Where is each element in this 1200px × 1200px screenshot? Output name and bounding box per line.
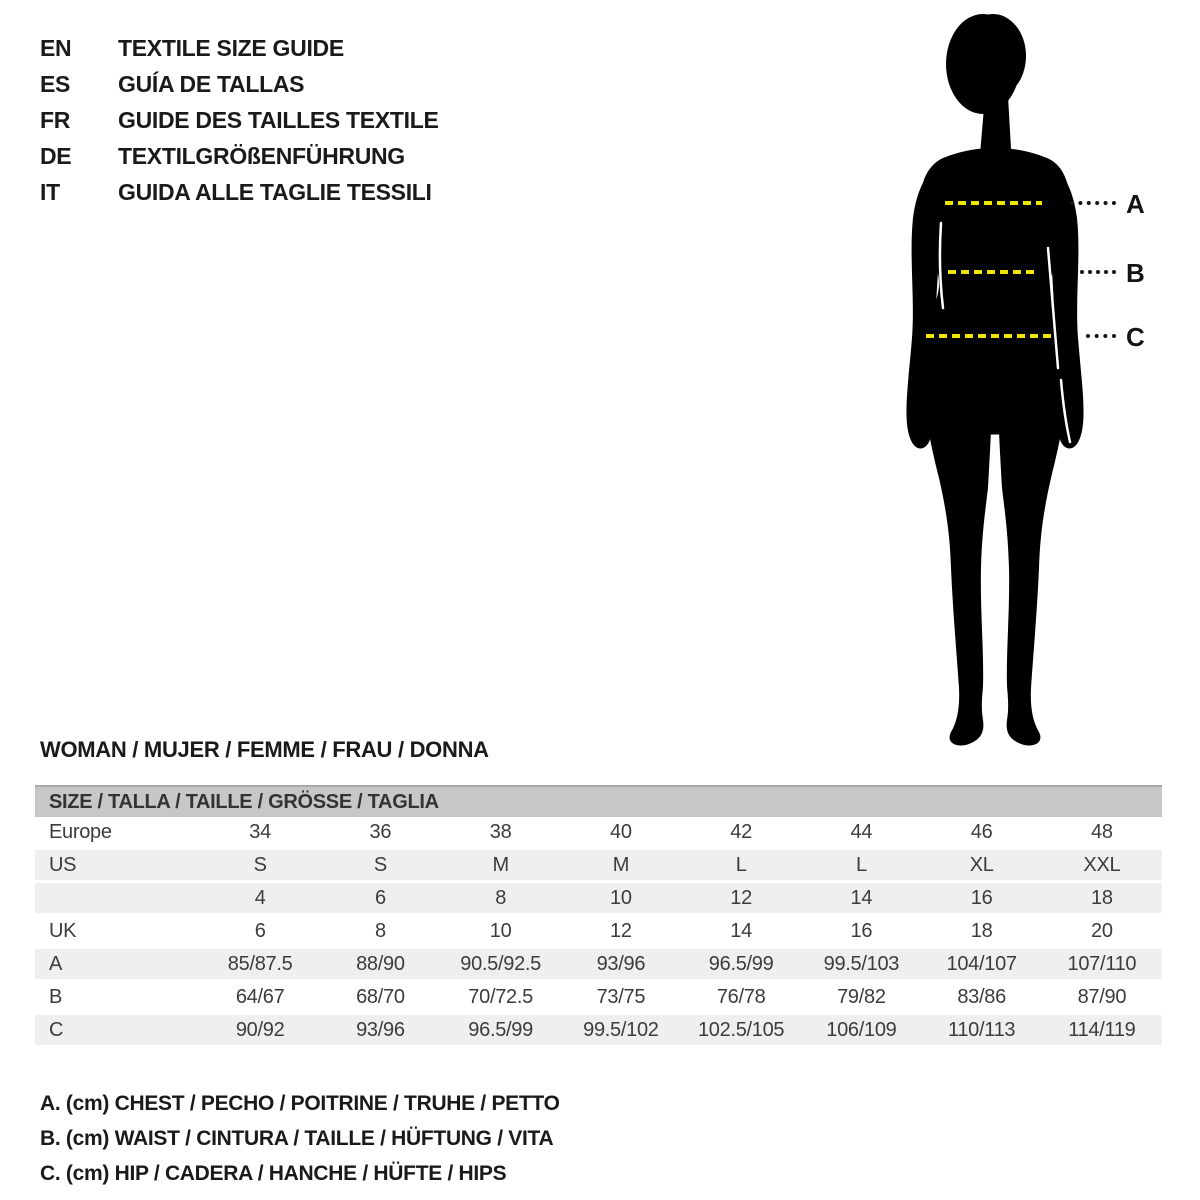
size-value-cell: 10 (610, 886, 632, 909)
size-value-cell: 42 (730, 820, 752, 843)
size-value-cell: 6 (254, 919, 266, 942)
legend-line: A. (cm) CHEST / PECHO / POITRINE / TRUHE / PETTO (40, 1092, 560, 1115)
callout-dotted-line-b (1080, 270, 1116, 274)
size-value-cell: 34 (249, 820, 271, 843)
size-value-cell: 83/86 (957, 985, 1006, 1008)
size-value-cell: 44 (850, 820, 873, 843)
size-value-cell: 90.5/92.5 (460, 952, 541, 975)
size-value-cell: 68/70 (356, 985, 405, 1008)
size-value-cell: 90/92 (235, 1018, 285, 1041)
woman-silhouette (895, 8, 1095, 748)
size-table-rows (35, 817, 1162, 1048)
size-value-cell: M (492, 853, 509, 876)
size-value-cell: 102.5/105 (697, 1018, 785, 1041)
size-value-cell: XL (969, 853, 994, 876)
size-value-cell: M (612, 853, 630, 876)
language-title-list (40, 30, 439, 210)
size-value-cell: 104/107 (946, 952, 1017, 975)
size-value-cell: 106/109 (826, 1018, 897, 1041)
table-row (35, 883, 1162, 916)
size-value-cell: 76/78 (716, 985, 766, 1008)
size-value-cell: 48 (1091, 820, 1113, 843)
language-row (40, 66, 439, 102)
size-value-cell: 38 (489, 820, 512, 843)
language-code: DE (40, 143, 72, 169)
language-row (40, 174, 439, 210)
size-value-cell: 93/96 (596, 952, 646, 975)
size-value-cell: 40 (610, 820, 632, 843)
language-code: EN (40, 35, 72, 61)
guide-title: TEXTILE SIZE GUIDE (118, 35, 344, 61)
size-value-cell: 10 (489, 919, 512, 942)
size-value-cell: 64/67 (235, 985, 285, 1008)
size-value-cell: 46 (970, 820, 993, 843)
size-value-cell: 85/87.5 (227, 952, 293, 975)
size-value-cell: 87/90 (1077, 985, 1127, 1008)
section-title: WOMAN / MUJER / FEMME / FRAU / DONNA (40, 737, 489, 762)
table-row (35, 916, 1162, 949)
language-code: IT (40, 179, 60, 205)
size-table-header: SIZE / TALLA / TAILLE / GRÖSSE / TAGLIA (35, 785, 1162, 817)
size-value-cell: 12 (730, 886, 752, 909)
size-value-cell: 14 (730, 919, 752, 942)
row-label: Europe (49, 820, 112, 843)
size-value-cell: 18 (970, 919, 993, 942)
size-value-cell: 73/75 (596, 985, 646, 1008)
guide-title: TEXTILGRÖßENFÜHRUNG (118, 143, 405, 169)
table-row (35, 850, 1162, 883)
size-value-cell: 114/119 (1068, 1018, 1136, 1041)
size-value-cell: 88/90 (356, 952, 405, 975)
size-table (35, 785, 1162, 1048)
legend-line: B. (cm) WAIST / CINTURA / TAILLE / HÜFTUNG / VITA (40, 1127, 554, 1150)
size-value-cell: L (735, 853, 747, 876)
callout-label-a: A (1126, 189, 1145, 219)
size-value-cell: 36 (369, 820, 392, 843)
size-value-cell: L (855, 853, 867, 876)
size-value-cell: S (253, 853, 267, 876)
row-label: B (49, 985, 63, 1008)
callout-dotted-line-a (1070, 201, 1116, 205)
table-row (35, 949, 1162, 982)
table-row (35, 817, 1162, 850)
table-row (35, 982, 1162, 1015)
size-value-cell: 18 (1091, 886, 1113, 909)
table-row (35, 1015, 1162, 1048)
measurement-legend (40, 1086, 560, 1191)
size-value-cell: 99.5/103 (823, 952, 900, 975)
size-value-cell: 107/110 (1067, 952, 1137, 975)
language-row (40, 102, 439, 138)
size-value-cell: 20 (1091, 919, 1113, 942)
size-value-cell: 4 (254, 886, 266, 909)
guide-title: GUIDA ALLE TAGLIE TESSILI (118, 179, 432, 205)
row-label: US (49, 853, 77, 876)
language-row (40, 30, 439, 66)
size-value-cell: 12 (610, 919, 632, 942)
callout-label-b: B (1126, 258, 1145, 288)
row-label: C (49, 1018, 64, 1041)
size-value-cell: 8 (495, 886, 507, 909)
size-value-cell: 8 (374, 919, 386, 942)
size-value-cell: 99.5/102 (583, 1018, 659, 1041)
size-value-cell: 79/82 (837, 985, 886, 1008)
language-code: FR (40, 107, 71, 133)
language-row (40, 138, 439, 174)
callout-dotted-line-c (1086, 334, 1116, 338)
size-value-cell: 6 (374, 886, 386, 909)
row-label: A (49, 952, 63, 975)
size-value-cell: 96.5/99 (468, 1018, 533, 1041)
size-value-cell: S (373, 853, 387, 876)
size-value-cell: 110/113 (948, 1018, 1016, 1041)
guide-title: GUIDE DES TAILLES TEXTILE (118, 107, 439, 133)
legend-line: C. (cm) HIP / CADERA / HANCHE / HÜFTE / HIPS (40, 1162, 507, 1185)
size-value-cell: 14 (850, 886, 873, 909)
callout-label-c: C (1126, 322, 1145, 352)
size-value-cell: 70/72.5 (468, 985, 533, 1008)
size-value-cell: 96.5/99 (708, 952, 774, 975)
size-value-cell: 16 (970, 886, 993, 909)
size-value-cell: XXL (1083, 853, 1121, 876)
size-value-cell: 93/96 (356, 1018, 405, 1041)
size-value-cell: 16 (850, 919, 873, 942)
guide-title: GUÍA DE TALLAS (118, 71, 305, 97)
row-label: UK (49, 919, 77, 942)
language-code: ES (40, 71, 71, 97)
